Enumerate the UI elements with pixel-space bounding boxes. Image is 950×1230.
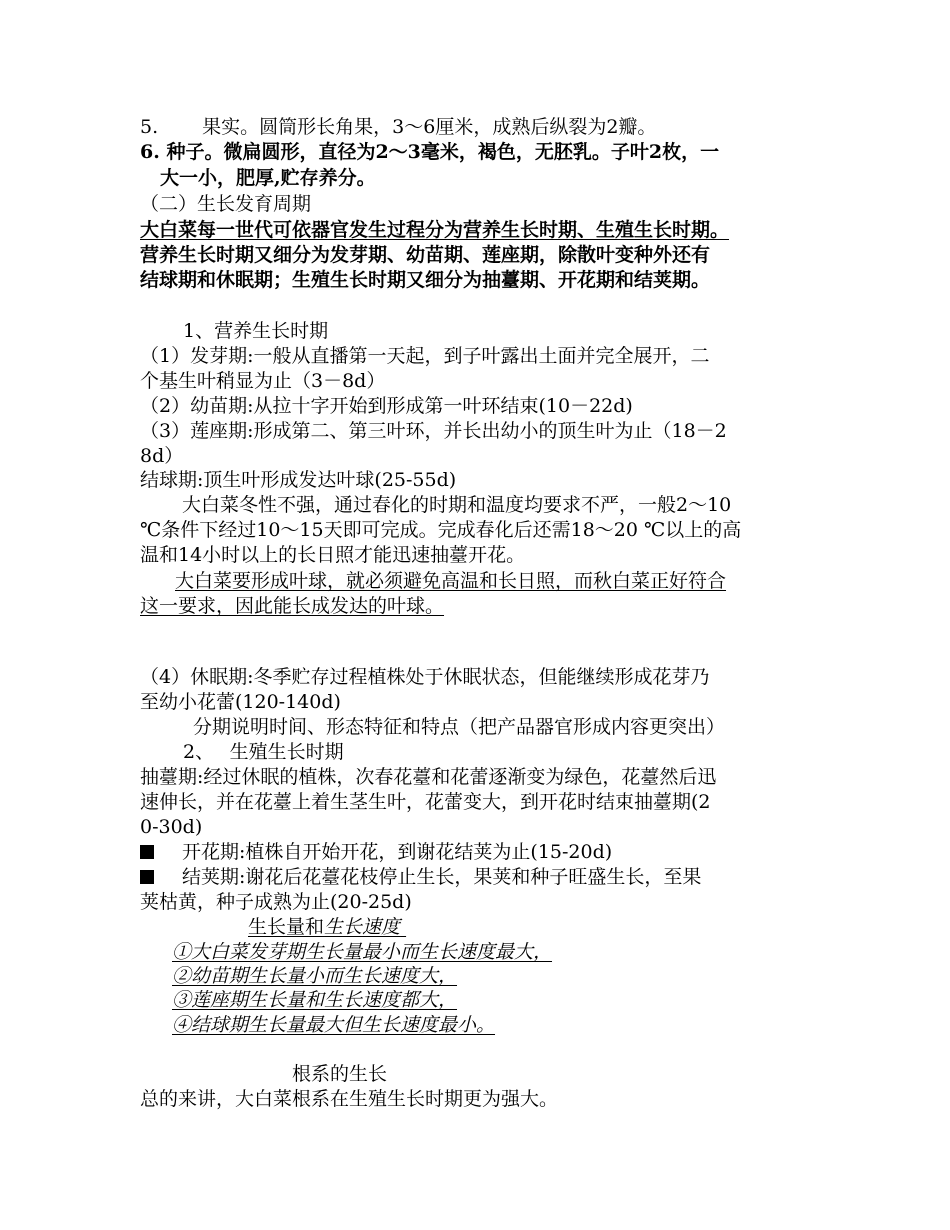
- intro-line: 大白菜每一世代可依器官发生过程分为营养生长时期、生殖生长时期。: [140, 219, 730, 241]
- reproductive-heading: 2、 生殖生长时期: [183, 741, 344, 763]
- intro-line: 营养生长时期又细分为发芽期、幼苗期、莲座期，除散叶变种外还有: [140, 244, 711, 266]
- vernalization-line: 温和14小时以上的长日照才能迅速抽薹开花。: [140, 544, 526, 566]
- germination-line: （1）发芽期:一般从直播第一天起，到子叶露出土面并完全展开，二: [140, 345, 710, 367]
- square-bullet-icon: [140, 870, 154, 884]
- item-seed-line2: 大一小，肥厚,贮存养分。: [160, 167, 376, 189]
- autumn-cabbage-line: 大白菜要形成叶球，就必须避免高温和长日照，而秋白菜正好符合: [175, 570, 727, 592]
- vegetative-heading: 1、营养生长时期: [183, 320, 329, 342]
- autumn-cabbage-line: 这一要求，因此能长成发达的叶球。: [140, 595, 445, 617]
- item-fruit: 5. 果实。圆筒形长角果，3～6厘米，成熟后纵裂为2瓣。: [140, 116, 657, 138]
- growth-heading: 生长量和生长速度: [248, 916, 401, 938]
- square-bullet-icon: [140, 845, 154, 859]
- item-seed-line1: 6. 种子。微扁圆形，直径为2～3毫米，褐色，无胚乳。子叶2枚，一: [140, 141, 720, 163]
- growth-item: ④结球期生长量最大但生长速度最小。: [172, 1014, 496, 1036]
- heading-stage-line: 结球期:顶生叶形成发达叶球(25-55d): [140, 469, 457, 491]
- pod-line: 荚枯黄，种子成熟为止(20-25d): [140, 891, 412, 913]
- root-heading: 根系的生长: [292, 1063, 388, 1085]
- bolting-line: 速伸长，并在花薹上着生茎生叶，花蕾变大，到开花时结束抽薹期(2: [140, 791, 711, 813]
- rosette-line: 8d）: [140, 445, 184, 467]
- seedling-line: （2）幼苗期:从拉十字开始到形成第一叶环结束(10－22d): [140, 395, 633, 417]
- root-text: 总的来讲，大白菜根系在生殖生长时期更为强大。: [140, 1088, 559, 1110]
- growth-item: ②幼苗期生长量小而生长速度大，: [172, 965, 458, 987]
- stage-note: 分期说明时间、形态特征和特点（把产品器官形成内容更突出）: [193, 716, 726, 738]
- vernalization-line: ℃条件下经过10～15天即可完成。完成春化后还需18～20 ℃以上的高: [140, 519, 742, 541]
- growth-item: ③莲座期生长量和生长速度都大，: [172, 989, 458, 1011]
- flowering-line: 开花期:植株自开始开花，到谢花结荚为止(15-20d): [140, 840, 612, 864]
- bolting-line: 抽薹期:经过休眠的植株，次春花薹和花蕾逐渐变为绿色，花薹然后迅: [140, 766, 717, 788]
- bolting-line: 0-30d): [140, 816, 203, 838]
- vernalization-line: 大白菜冬性不强，通过春化的时期和温度均要求不严，一般2～10: [182, 494, 732, 516]
- dormant-line: （4）休眠期:冬季贮存过程植株处于休眠状态，但能继续形成花芽乃: [140, 666, 710, 688]
- germination-line: 个基生叶稍显为止（3－8d）: [140, 370, 386, 392]
- growth-item: ①大白菜发芽期生长量最小而生长速度最大，: [172, 941, 553, 963]
- intro-line: 结球期和休眠期；生殖生长时期又细分为抽薹期、开花期和结荚期。: [140, 269, 711, 291]
- pod-line: 结荚期:谢花后花薹花枝停止生长，果荚和种子旺盛生长，至果: [140, 865, 701, 889]
- rosette-line: （3）莲座期:形成第二、第三叶环，并长出幼小的顶生叶为止（18－2: [140, 420, 727, 442]
- dormant-line: 至幼小花蕾(120-140d): [140, 691, 341, 713]
- section-heading: （二）生长发育周期: [140, 193, 312, 215]
